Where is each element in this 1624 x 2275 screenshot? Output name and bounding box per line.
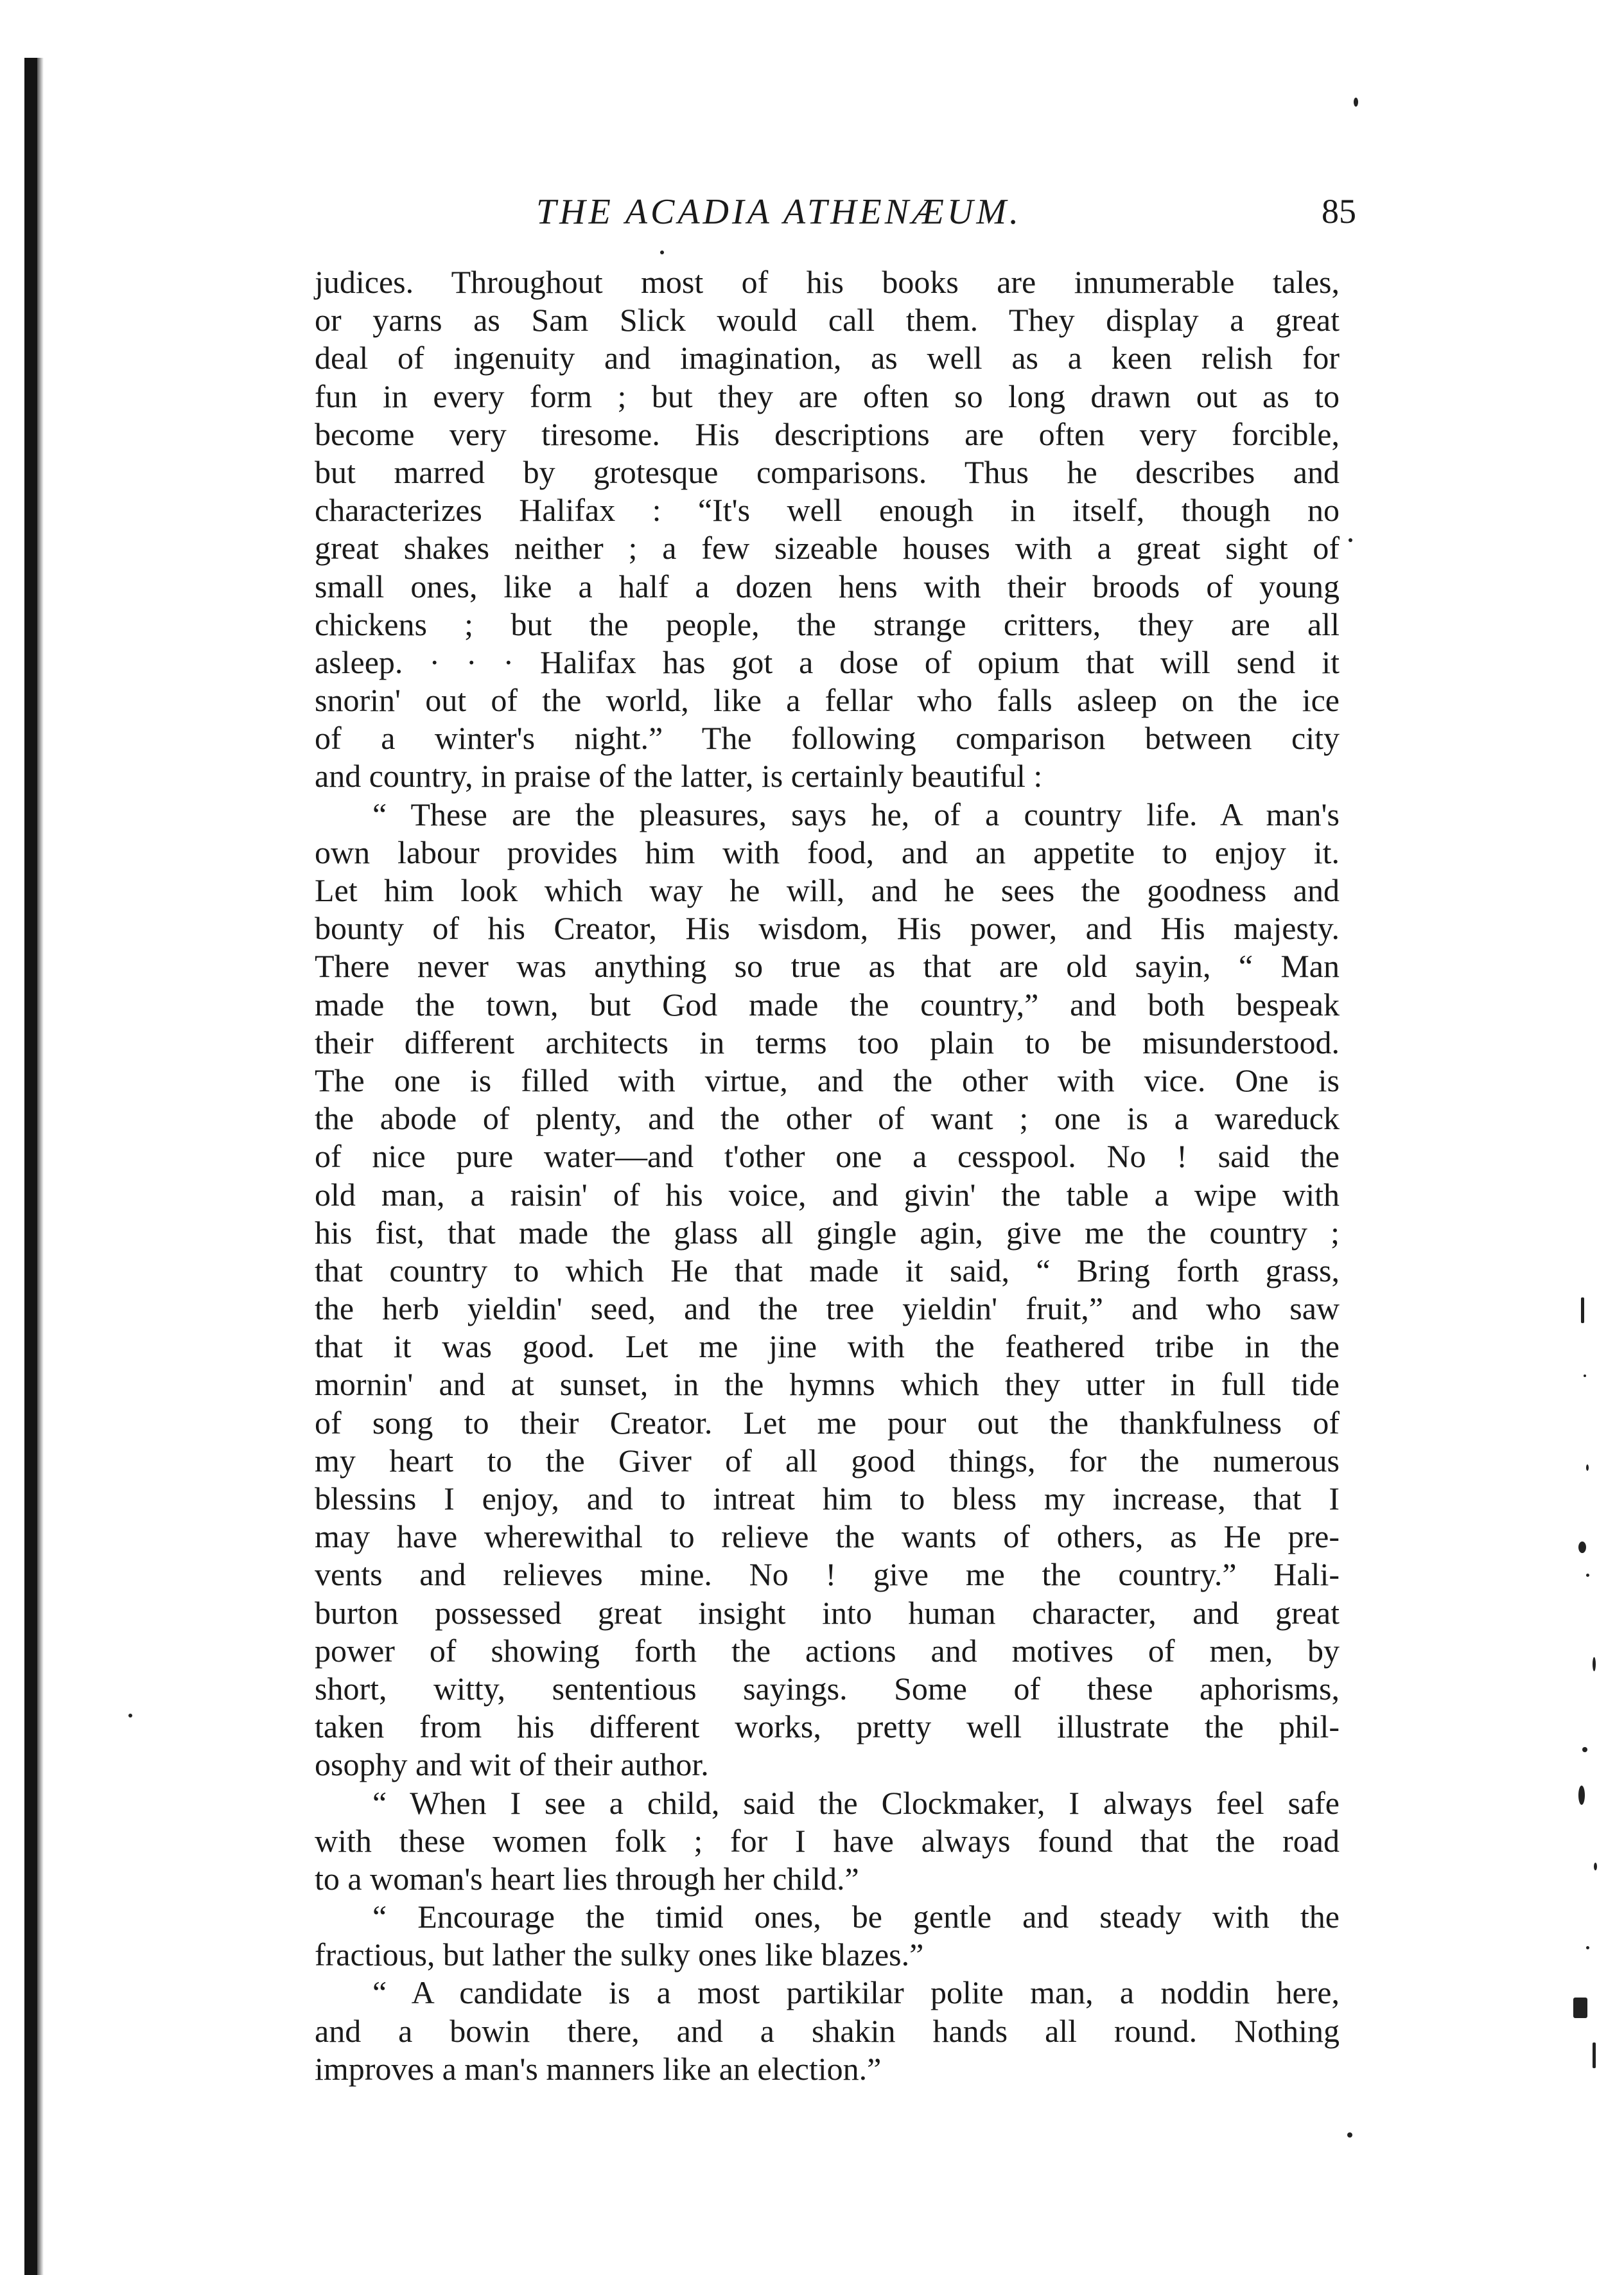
text-line: and a bowin there, and a shakin hands all round. Nothing bbox=[315, 2012, 1340, 2049]
text-line: characterizes Halifax : “It's well enough in itself, though no bbox=[315, 492, 1340, 529]
scan-speck bbox=[1578, 1786, 1585, 1805]
scan-speck bbox=[1581, 1297, 1584, 1323]
scan-speck bbox=[1582, 1747, 1587, 1752]
text-line: deal of ingenuity and imagination, as well as a keen relish for bbox=[315, 340, 1340, 376]
text-line: my heart to the Giver of all good things, for the numerous bbox=[315, 1442, 1340, 1479]
text-line: “ A candidate is a most partikilar polite man, a noddin here, bbox=[372, 1974, 1340, 2011]
text-line: mornin' and at sunset, in the hymns which they utter in full tide bbox=[315, 1366, 1340, 1403]
binding-shadow bbox=[37, 58, 44, 2275]
text-line: become very tiresome. His descriptions are often very forcible, bbox=[315, 416, 1340, 452]
scan-speck bbox=[1347, 2132, 1352, 2138]
scan-speck bbox=[660, 250, 664, 254]
text-line: snorin' out of the world, like a fellar who falls asleep on the ice bbox=[315, 682, 1340, 719]
text-line: with these women folk ; for I have always found that the road bbox=[315, 1822, 1340, 1859]
text-line: short, witty, sententious sayings. Some of these aphorisms, bbox=[315, 1670, 1340, 1707]
text-line: or yarns as Sam Slick would call them. They display a great bbox=[315, 302, 1340, 338]
text-line: osophy and wit of their author. bbox=[315, 1746, 709, 1783]
text-line: old man, a raisin' of his voice, and givin' the table a wipe with bbox=[315, 1176, 1340, 1213]
text-line: vents and relieves mine. No ! give me the country.” Hali- bbox=[315, 1556, 1340, 1593]
text-line: The one is filled with virtue, and the other with vice. One is bbox=[315, 1062, 1340, 1098]
scan-speck bbox=[1593, 1657, 1596, 1671]
text-line: of song to their Creator. Let me pour out the thankfulness of bbox=[315, 1404, 1340, 1441]
text-line: small ones, like a half a dozen hens with their broods of young bbox=[315, 568, 1340, 604]
text-line: “ These are the pleasures, says he, of a country life. A man's bbox=[372, 796, 1340, 832]
text-line: judices. Throughout most of his books are innumerable tales, bbox=[315, 264, 1340, 300]
text-line: blessins I enjoy, and to intreat him to bless my increase, that I bbox=[315, 1480, 1340, 1516]
text-line: fun in every form ; but they are often so long drawn out as to bbox=[315, 378, 1340, 414]
text-line: improves a man's manners like an election.” bbox=[315, 2050, 882, 2087]
running-title: THE ACADIA ATHENÆUM. bbox=[536, 192, 1022, 232]
scan-speck bbox=[1578, 1542, 1586, 1553]
text-line: to a woman's heart lies through her child.” bbox=[315, 1860, 859, 1897]
text-line: bounty of his Creator, His wisdom, His power, and His majesty. bbox=[315, 910, 1340, 947]
text-line: the abode of plenty, and the other of want ; one is a wareduck bbox=[315, 1100, 1340, 1137]
text-line: their different architects in terms too plain to be misunderstood. bbox=[315, 1024, 1340, 1060]
text-line: of nice pure water—and t'other one a cesspool. No ! said the bbox=[315, 1138, 1340, 1175]
scan-speck bbox=[1349, 538, 1352, 542]
scan-speck bbox=[1594, 1863, 1597, 1870]
text-line: his fist, that made the glass all gingle agin, give me the country ; bbox=[315, 1214, 1340, 1251]
text-line: “ Encourage the timid ones, be gentle and steady with the bbox=[372, 1899, 1340, 1935]
text-line: chickens ; but the people, the strange critters, they are all bbox=[315, 606, 1340, 642]
text-line: of a winter's night.” The following comparison between city bbox=[315, 720, 1340, 757]
text-line: fractious, but lather the sulky ones like blazes.” bbox=[315, 1937, 924, 1973]
scan-speck bbox=[1586, 1946, 1589, 1949]
scan-speck bbox=[1593, 2042, 1596, 2068]
text-line: that country to which He that made it said, “ Bring forth grass, bbox=[315, 1252, 1340, 1288]
text-line: that it was good. Let me jine with the feathered tribe in the bbox=[315, 1328, 1340, 1365]
text-line: own labour provides him with food, and an appetite to enjoy it. bbox=[315, 834, 1340, 870]
scan-speck bbox=[128, 1714, 132, 1717]
text-line: burton possessed great insight into human character, and great bbox=[315, 1594, 1340, 1631]
text-line: There never was anything so true as that are old sayin, “ Man bbox=[315, 948, 1340, 985]
text-line: great shakes neither ; a few sizeable houses with a great sight of bbox=[315, 530, 1340, 567]
scan-speck bbox=[1573, 1998, 1587, 2018]
binding-edge bbox=[24, 58, 37, 2275]
text-line: power of showing forth the actions and motives of men, by bbox=[315, 1632, 1340, 1669]
text-line: Let him look which way he will, and he sees the goodness and bbox=[315, 872, 1340, 908]
text-line: the herb yieldin' seed, and the tree yieldin' fruit,” and who saw bbox=[315, 1290, 1340, 1327]
body-text bbox=[315, 263, 1340, 2088]
text-line: made the town, but God made the country,” and both bespeak bbox=[315, 986, 1340, 1023]
scan-speck bbox=[1586, 1464, 1589, 1471]
text-line: may have wherewithal to relieve the wants of others, as He pre- bbox=[315, 1518, 1340, 1555]
text-line: asleep. · · · Halifax has got a dose of opium that will send it bbox=[315, 644, 1340, 680]
text-line: but marred by grotesque comparisons. Thus he describes and bbox=[315, 453, 1340, 490]
text-line: taken from his different works, pretty well illustrate the phil- bbox=[315, 1708, 1340, 1745]
scan-speck bbox=[1584, 1375, 1586, 1377]
text-line: and country, in praise of the latter, is certainly beautiful : bbox=[315, 758, 1043, 795]
margin-noise bbox=[1567, 1297, 1605, 2094]
text-line: “ When I see a child, said the Clockmaker, I always feel safe bbox=[372, 1784, 1340, 1821]
scan-speck bbox=[1354, 98, 1358, 107]
scan-speck bbox=[1586, 1574, 1589, 1577]
page-number: 85 bbox=[1322, 192, 1356, 231]
page-header bbox=[315, 191, 1356, 243]
